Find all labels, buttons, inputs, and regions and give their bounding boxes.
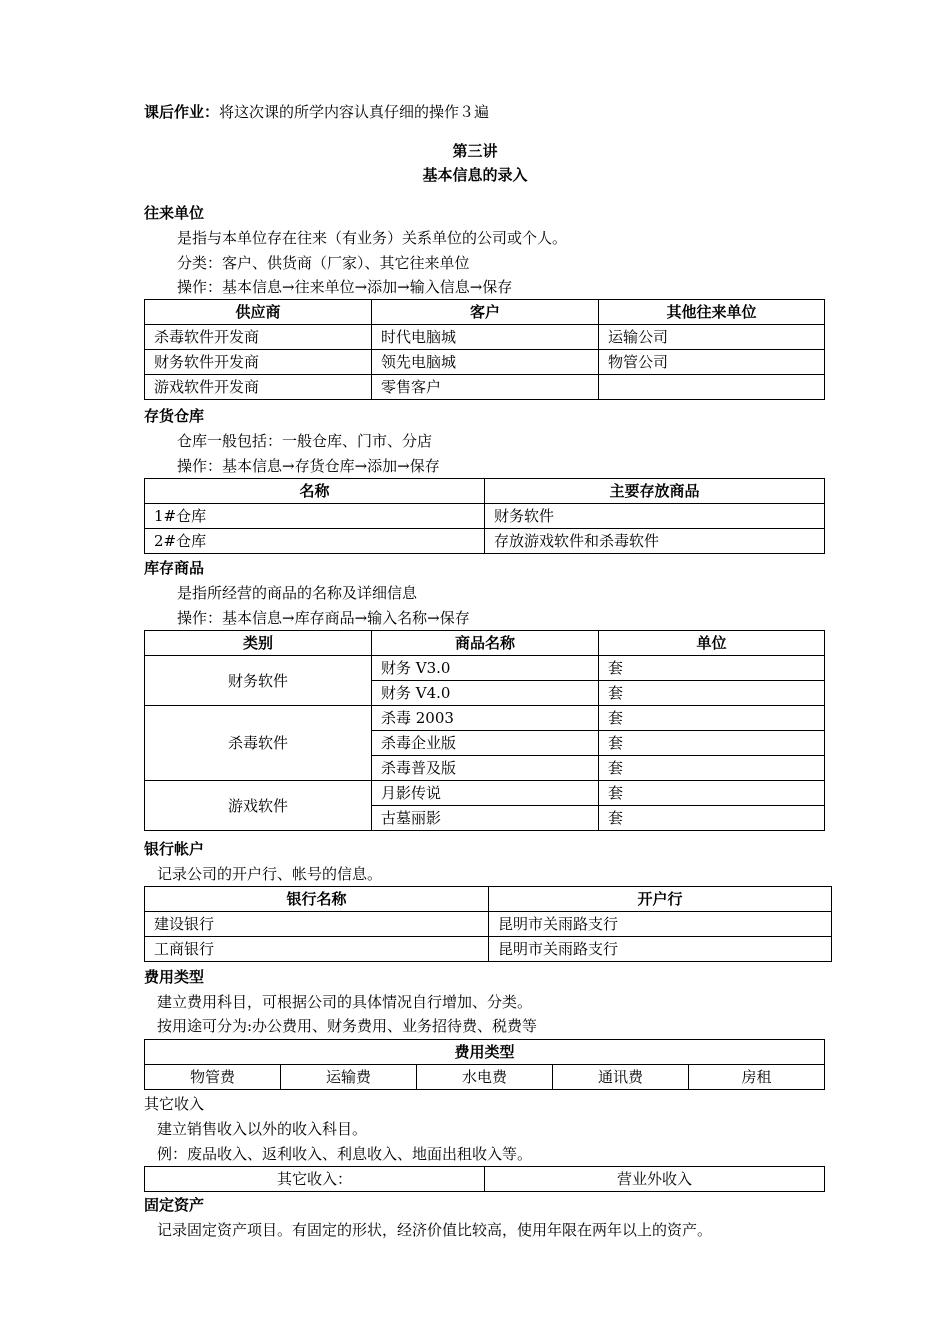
homework-line	[144, 102, 489, 122]
table-header-row	[145, 887, 832, 912]
header-cell: 单位	[599, 631, 825, 656]
header-cell: 类别	[145, 631, 372, 656]
table-row	[145, 1065, 825, 1090]
fixed-assets-heading: 固定资产	[144, 1196, 205, 1214]
bank-table	[144, 886, 832, 962]
table-header-row	[145, 631, 825, 656]
table-cell: 房租	[689, 1065, 825, 1090]
category-cell: 财务软件	[145, 656, 372, 706]
other-income-example: 例：废品收入、返利收入、利息收入、地面出租收入等。	[157, 1145, 533, 1163]
table-cell: 营业外收入	[485, 1167, 825, 1192]
table-cell: 运输公司	[599, 325, 825, 350]
header-cell: 其他往来单位	[599, 300, 825, 325]
header-cell: 商品名称	[372, 631, 599, 656]
header-cell: 供应商	[145, 300, 372, 325]
header-cell: 银行名称	[145, 887, 489, 912]
warehouse-table	[144, 478, 825, 554]
lecture-number: 第三讲	[452, 142, 498, 160]
header-cell: 开户行	[489, 887, 832, 912]
partners-table	[144, 299, 825, 400]
table-cell: 套	[599, 706, 825, 731]
warehouse-heading: 存货仓库	[144, 407, 205, 425]
table-cell: 昆明市关雨路支行	[489, 937, 832, 962]
table-cell: 昆明市关雨路支行	[489, 912, 832, 937]
table-cell: 领先电脑城	[372, 350, 599, 375]
expense-classification: 按用途可分为:办公费用、财务费用、业务招待费、税费等	[157, 1017, 538, 1035]
table-cell: 财务 V4.0	[372, 681, 599, 706]
partners-operation: 操作：基本信息→往来单位→添加→输入信息→保存	[177, 278, 513, 296]
header-cell: 客户	[372, 300, 599, 325]
table-cell: 财务软件	[485, 504, 825, 529]
table-header-row	[145, 300, 825, 325]
table-row	[145, 375, 825, 400]
expense-definition: 建立费用科目，可根据公司的具体情况自行增加、分类。	[157, 993, 533, 1011]
table-row	[145, 912, 832, 937]
table-cell: 古墓丽影	[372, 806, 599, 831]
other-income-heading: 其它收入	[144, 1095, 205, 1113]
other-income-table	[144, 1166, 825, 1192]
bank-heading: 银行帐户	[144, 840, 205, 858]
partners-classification: 分类：客户、供货商（厂家）、其它往来单位	[177, 254, 470, 272]
table-row	[145, 656, 825, 681]
table-cell: 套	[599, 756, 825, 781]
partners-heading: 往来单位	[144, 204, 205, 222]
table-cell: 套	[599, 781, 825, 806]
table-cell: 财务 V3.0	[372, 656, 599, 681]
fixed-assets-definition: 记录固定资产项目。有固定的形状，经济价值比较高，使用年限在两年以上的资产。	[157, 1221, 713, 1239]
table-cell: 工商银行	[145, 937, 489, 962]
table-row	[145, 1167, 825, 1192]
table-cell: 2#仓库	[145, 529, 485, 554]
header-cell: 名称	[145, 479, 485, 504]
table-row	[145, 529, 825, 554]
products-table	[144, 630, 825, 831]
table-cell: 游戏软件开发商	[145, 375, 372, 400]
products-operation: 操作：基本信息→库存商品→输入名称→保存	[177, 609, 470, 627]
expense-table-title: 费用类型	[145, 1040, 825, 1065]
header-cell: 主要存放商品	[485, 479, 825, 504]
warehouse-operation: 操作：基本信息→存货仓库→添加→保存	[177, 457, 440, 475]
table-cell: 套	[599, 656, 825, 681]
table-row	[145, 781, 825, 806]
table-row	[145, 706, 825, 731]
expense-heading: 费用类型	[144, 968, 205, 986]
table-row	[145, 504, 825, 529]
table-cell: 套	[599, 731, 825, 756]
table-cell	[599, 375, 825, 400]
table-row	[145, 937, 832, 962]
expense-table	[144, 1039, 825, 1090]
table-cell: 运输费	[281, 1065, 417, 1090]
category-cell: 杀毒软件	[145, 706, 372, 781]
table-header-row	[145, 1040, 825, 1065]
table-cell: 存放游戏软件和杀毒软件	[485, 529, 825, 554]
table-row	[145, 325, 825, 350]
table-cell: 杀毒软件开发商	[145, 325, 372, 350]
table-cell: 套	[599, 806, 825, 831]
homework-text: 将这次课的所学内容认真仔细的操作３遍	[219, 103, 490, 121]
warehouse-definition: 仓库一般包括：一般仓库、门市、分店	[177, 432, 433, 450]
table-cell: 物管公司	[599, 350, 825, 375]
table-cell: 零售客户	[372, 375, 599, 400]
partners-definition: 是指与本单位存在往来（有业务）关系单位的公司或个人。	[177, 229, 568, 247]
table-header-row	[145, 479, 825, 504]
table-cell: 水电费	[417, 1065, 553, 1090]
other-income-definition: 建立销售收入以外的收入科目。	[157, 1120, 368, 1138]
table-cell: 其它收入：	[145, 1167, 485, 1192]
bank-definition: 记录公司的开户行、帐号的信息。	[157, 865, 383, 883]
table-cell: 物管费	[145, 1065, 281, 1090]
table-cell: 建设银行	[145, 912, 489, 937]
homework-label: 课后作业：	[144, 103, 220, 121]
category-cell: 游戏软件	[145, 781, 372, 831]
table-cell: 杀毒 2003	[372, 706, 599, 731]
products-heading: 库存商品	[144, 559, 205, 577]
table-cell: 通讯费	[553, 1065, 689, 1090]
lecture-title: 基本信息的录入	[422, 166, 528, 184]
table-row	[145, 350, 825, 375]
table-cell: 1#仓库	[145, 504, 485, 529]
products-definition: 是指所经营的商品的名称及详细信息	[177, 584, 418, 602]
table-cell: 杀毒企业版	[372, 731, 599, 756]
table-cell: 杀毒普及版	[372, 756, 599, 781]
table-cell: 月影传说	[372, 781, 599, 806]
table-cell: 时代电脑城	[372, 325, 599, 350]
table-cell: 财务软件开发商	[145, 350, 372, 375]
table-cell: 套	[599, 681, 825, 706]
